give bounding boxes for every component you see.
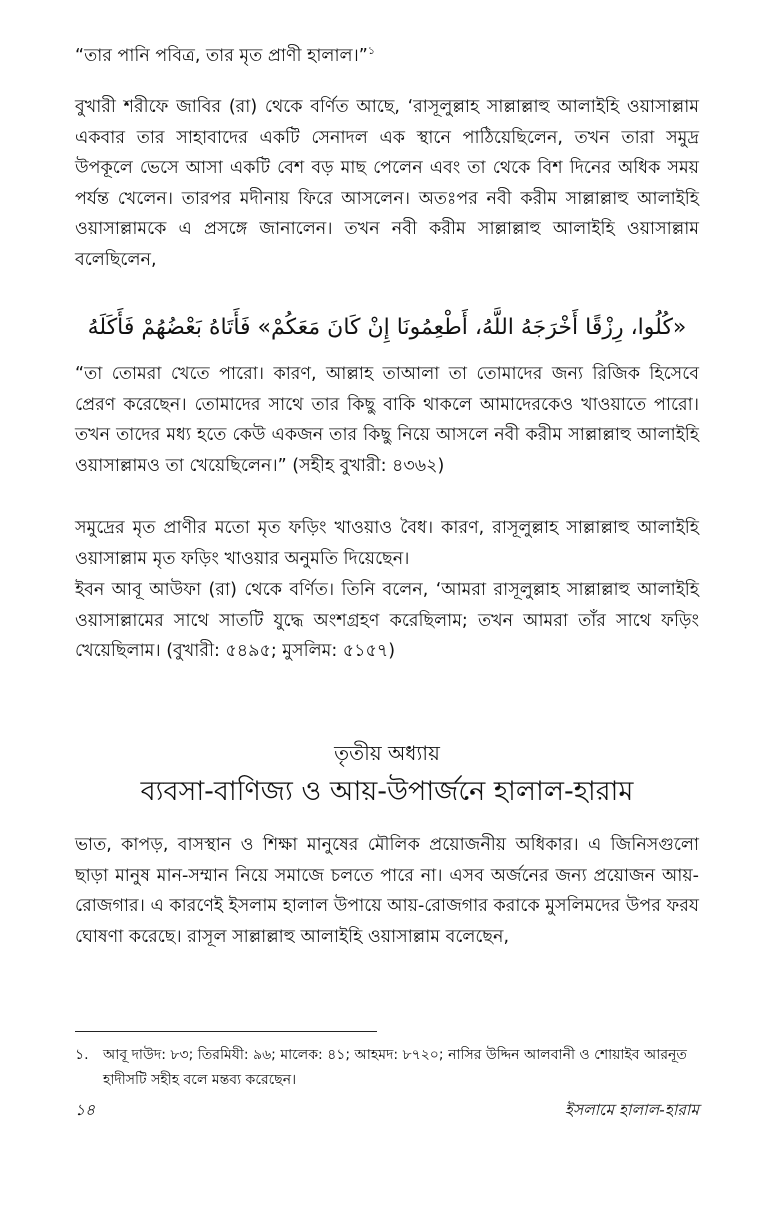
footnote-number: ১.: [75, 1047, 89, 1063]
body-paragraph: ইবন আবূ আউফা (রা) থেকে বর্ণিত। তিনি বলেন, ‘আমরা রাসূলুল্লাহ সাল্লাল্লাহু আলাইহি ওয়াসাল্লামের সাথে সাতটি যুদ্ধে অংশগ্রহণ করেছিলাম; তখন আমরা তাঁর সাথে ফড়িং খেয়েছিলাম। (বুখারী: ৫৪৯৫; মুসলিম: ৫১৫৭): [75, 580, 699, 661]
body-paragraph: বুখারী শরীফে জাবির (রা) থেকে বর্ণিত আছে, ‘রাসূলুল্লাহ সাল্লাল্লাহু আলাইহি ওয়াসাল্লাম একবার তার সাহাবাদের একটি সেনাদল এক স্থানে পাঠিয়েছিলেন, তখন তারা সমুদ্র উপকূলে ভেসে আসা একটি বেশ বড় মাছ পেলেন এবং তা থেকে বিশ দিনের অধিক সময় পর্যন্ত খেলেন। তারপর মদীনায় ফিরে আসলেন। অতঃপর নবী করীম সাল্লাল্লাহু আলাইহি ওয়াসাল্লামকে এ প্রসঙ্গে জানালেন। তখন নবী করীম সাল্লাল্লাহু আলাইহি ওয়াসাল্লাম বলেছিলেন,: [75, 97, 699, 270]
arabic-quote: «كُلُوا، رِزْقًا أَخْرَجَهُ اللَّهُ، أَطْعِمُونَا إِنْ كَانَ مَعَكُمْ» فَأَتَاهُ بَعْضُهُمْ فَأَكَلَهُ: [87, 315, 687, 340]
footnote-divider: [75, 1031, 377, 1032]
body-paragraph: সমুদ্রের মৃত প্রাণীর মতো মৃত ফড়িং খাওয়াও বৈধ। কারণ, রাসূলুল্লাহ সাল্লাল্লাহু আলাইহি ওয়াসাল্লাম মৃত ফড়িং খাওয়ার অনুমতি দিয়েছেন।: [75, 518, 699, 569]
quote-paragraph: [75, 41, 699, 72]
running-title: ইসলামে হালাল-হারাম: [564, 1101, 699, 1119]
body-paragraph: ভাত, কাপড়, বাসস্থান ও শিক্ষা মানুষের মৌলিক প্রয়োজনীয় অধিকার। এ জিনিসগুলো ছাড়া মানুষ মান-সম্মান নিয়ে সমাজে চলতে পারে না। এসব অর্জনের জন্য প্রয়োজন আয়-রোজগার। এ কারণেই ইসলাম হালাল উপায়ে আয়-রোজগার করাকে মুসলিমদের উপর ফরয ঘোষণা করেছে। রাসূল সাল্লাল্লাহু আলাইহি ওয়াসাল্লাম বলেছেন,: [75, 835, 699, 947]
chapter-title: ব্যবসা-বাণিজ্য ও আয়-উপার্জনে হালাল-হারাম: [140, 776, 634, 807]
quote-text: “তার পানি পবিত্র, তার মৃত প্রাণী হালাল।”: [75, 46, 368, 66]
footnote-text: আবূ দাউদ: ৮৩; তিরমিযী: ৯৬; মালেক: ৪১; আহমদ: ৮৭২০; নাসির উদ্দিন আলবানী ও শোয়াইব আরনূত হাদীসটি সহীহ বলে মন্তব্য করেছেন।: [103, 1047, 687, 1088]
footnote: [75, 1043, 699, 1093]
page-number: ১৪: [75, 1101, 96, 1119]
footnote-reference[interactable]: ১: [367, 44, 376, 58]
body-paragraph: “তা তোমরা খেতে পারো। কারণ, আল্লাহ তাআলা তা তোমাদের জন্য রিজিক হিসেবে প্রেরণ করেছেন। তোমাদের সাথে তার কিছু বাকি থাকলে আমাদেরকেও খাওয়াতে পারো। তখন তাদের মধ্য হতে কেউ একজন তার কিছু নিয়ে আসলে নবী করীম সাল্লাল্লাহু আলাইহি ওয়াসাল্লামও তা খেয়েছিলেন।” (সহীহ বুখারী: ৪৩৬২): [75, 364, 699, 476]
chapter-label: তৃতীয় অধ্যায়: [334, 741, 440, 765]
